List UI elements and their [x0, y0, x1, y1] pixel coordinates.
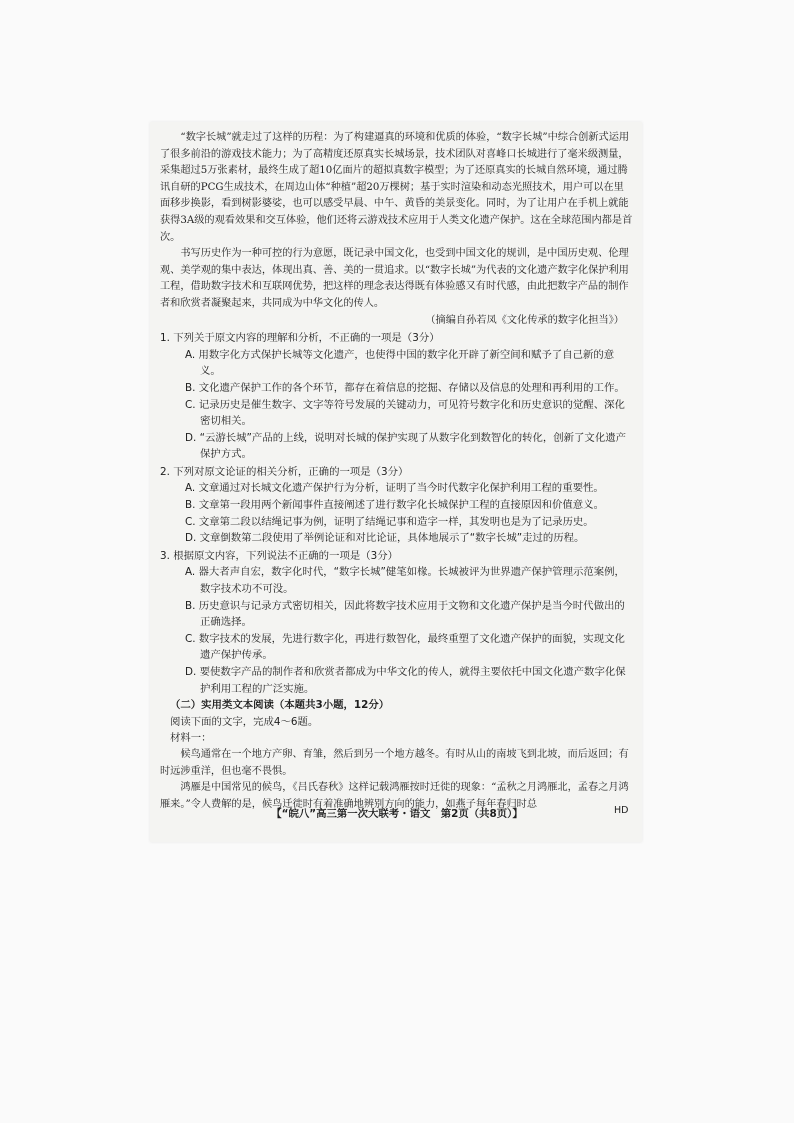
- page-footer: 【“皖八”高三第一次大联考・语文 第2页（共8页）】: [271, 808, 523, 820]
- question-1: [160, 330, 634, 463]
- footer-code: HD: [614, 805, 629, 816]
- section-instruction: 阅读下面的文字，完成4～6题。: [170, 715, 319, 728]
- option-c: C. 记录历史是催生数字、文字等符号发展的关键动力，可见符号数字化和历史意识的觉醒、深化密切相关。: [185, 398, 625, 428]
- question-stem: 2. 下列对原文论证的相关分析，正确的一项是（3分）: [160, 465, 409, 478]
- option-d: D. 文章倒数第二段使用了举例论证和对比论证，具体地展示了“数字长城”走过的历程。: [185, 532, 585, 545]
- passage-paragraph-2: 书写历史作为一种可控的行为意愿，既记录中国文化，也受到中国文化的规训，是中国历史观、伦理观、美学观的集中表达，体现出真、善、美的一贯追求。以“数字长城”为代表的文化遗产数字化保护利用工程，借助数字技术和互联网优势，把这样的理念表达得既有体验感又有时代感，由此把数字产品的制作者和欣赏者凝聚起来，共同成为中华文化的传人。: [160, 248, 629, 309]
- document-content: [160, 130, 634, 813]
- question-stem: 1. 下列关于原文内容的理解和分析，不正确的一项是（3分）: [160, 332, 440, 345]
- option-a: A. 文章通过对长城文化遗产保护行为分析，证明了当今时代数字化保护利用工程的重要性。: [185, 482, 604, 495]
- material-paragraph-1: 候鸟通常在一个地方产卵、育雏，然后到另一个地方越冬。有时从山的南坡飞到北坡，而后返回；有时远涉重洋，但也毫不畏惧。: [160, 748, 629, 777]
- option-c: C. 文章第二段以结绳记事为例，证明了结绳记事和造字一样，其发明也是为了记录历史。: [185, 515, 594, 528]
- section-heading: （二）实用类文本阅读（本题共3小题，12分）: [170, 699, 390, 712]
- question-stem: 3. 根据原文内容，下列说法不正确的一项是（3分）: [160, 549, 399, 562]
- option-c: C. 数字技术的发展，先进行数字化，再进行数智化，最终重塑了文化遗产保护的面貌，实现文化遗产保护传承。: [185, 632, 625, 662]
- option-b: B. 文章第一段用两个新闻事件直接阐述了进行数字化长城保护工程的直接原因和价值意义。: [185, 499, 604, 512]
- option-a: A. 器大者声自宏，数字化时代，“数字长城”健笔如椽。长城被评为世界遗产保护管理示范案例，数字技术功不可没。: [185, 566, 625, 596]
- option-b: B. 历史意识与记录方式密切相关，因此将数字技术应用于文物和文化遗产保护是当今时代做出的正确选择。: [185, 599, 625, 629]
- material-paragraph-2: 鸿雁是中国常见的候鸟，《吕氏春秋》这样记载鸿雁按时迁徙的现象：“孟秋之月鸿雁北，孟春之月鸿雁来。”令人费解的是，候鸟迁徙时有着准确地辨别方向的能力，如燕子每年春归时总: [160, 782, 629, 810]
- passage-paragraph-1: “数字长城”就走过了这样的历程：为了构建逼真的环境和优质的体验，“数字长城”中综合创新式运用了很多前沿的游戏技术能力；为了高精度还原真实长城场景，技术团队对喜峰口长城进行了毫米级测量，采集超过5万张素材，最终生成了超10亿面片的超拟真数字模型；为了还原真实的长城自然环境，通过腾讯自研的PCG生成技术，在周边山体“种植”超20万棵树；基于实时渲染和动态光照技术，用户可以在里面移步换影，看到树影婆娑，也可以感受早晨、中午、黄昏的美景变化。同时，为了让用户在手机上就能获得3A级的观看效果和交互体验，他们还将云游戏技术应用于人类文化遗产保护。这在全球范围内都是首次。: [160, 132, 633, 243]
- passage-source: （摘编自孙若凤《文化传承的数字化担当》）: [425, 314, 624, 326]
- option-d: D. 要使数字产品的制作者和欣赏者都成为中华文化的传人，就得主要依托中国文化遗产数字化保护利用工程的广泛实施。: [185, 666, 626, 695]
- option-b: B. 文化遗产保护工作的各个环节，都存在着信息的挖掘、存储以及信息的处理和再利用的工作。: [185, 381, 625, 394]
- question-2: [160, 464, 634, 547]
- material-label: 材料一：: [170, 732, 212, 745]
- option-d: D. “云游长城”产品的上线，说明对长城的保护实现了从数字化到数智化的转化，创新了文化遗产保护方式。: [185, 431, 626, 461]
- question-3: [160, 548, 634, 697]
- option-a: A. 用数字化方式保护长城等文化遗产，也使得中国的数字化开辟了新空间和赋予了自己新的意义。: [185, 348, 615, 378]
